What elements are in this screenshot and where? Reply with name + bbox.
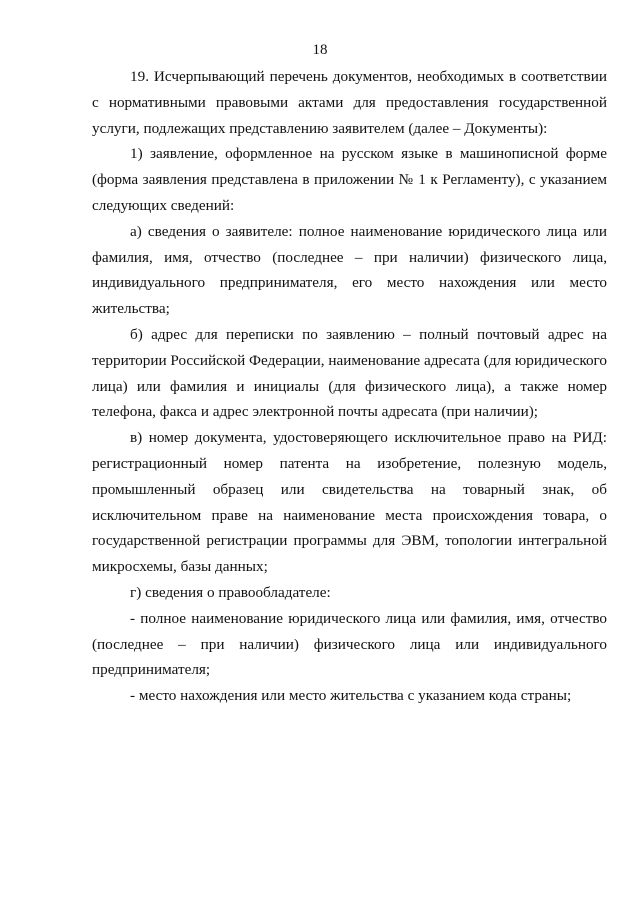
paragraph-item-v: в) номер документа, удостоверяющего исключительное право на РИД: регистрационный номер патента на изобретение, полезную модель, промышленный образец или свидетельства на товарный знак, об исключительном праве на наименование места происхождения товара, о государственной регистрации программы для ЭВМ, топологии интегральной микросхемы, базы данных; — [92, 429, 607, 576]
document-body — [92, 64, 607, 709]
paragraph-item-b: б) адрес для переписки по заявлению – полный почтовый адрес на территории Российской Федерации, наименование адресата (для юридического лица) или фамилия и инициалы (для физического лица), а также номер телефона, факса и адрес электронной почты адресата (при наличии); — [92, 325, 607, 421]
paragraph-bullet-location: - место нахождения или место жительства с указанием кода страны; — [130, 687, 572, 705]
paragraph-item-a: а) сведения о заявителе: полное наименование юридического лица или фамилия, имя, отчество (последнее – при наличии) физического лица, индивидуального предпринимателя, его место нахождения или место жительства; — [92, 222, 607, 318]
paragraph-bullet-full-name: - полное наименование юридического лица или фамилия, имя, отчество (последнее – при наличии) физического лица или индивидуального предпринимателя; — [92, 609, 607, 679]
paragraph-item-1: 1) заявление, оформленное на русском языке в машинописной форме (форма заявления представлена в приложении № 1 к Регламенту), с указанием следующих сведений: — [92, 145, 607, 214]
paragraph-item-g: г) сведения о правообладателе: — [130, 583, 331, 601]
page-number: 18 — [312, 42, 328, 58]
paragraph-19-header: 19. Исчерпывающий перечень документов, необходимых в соответствии с нормативными правовыми актами для предоставления государственной услуги, подлежащих представлению заявителем (далее – Документы): — [92, 68, 607, 137]
